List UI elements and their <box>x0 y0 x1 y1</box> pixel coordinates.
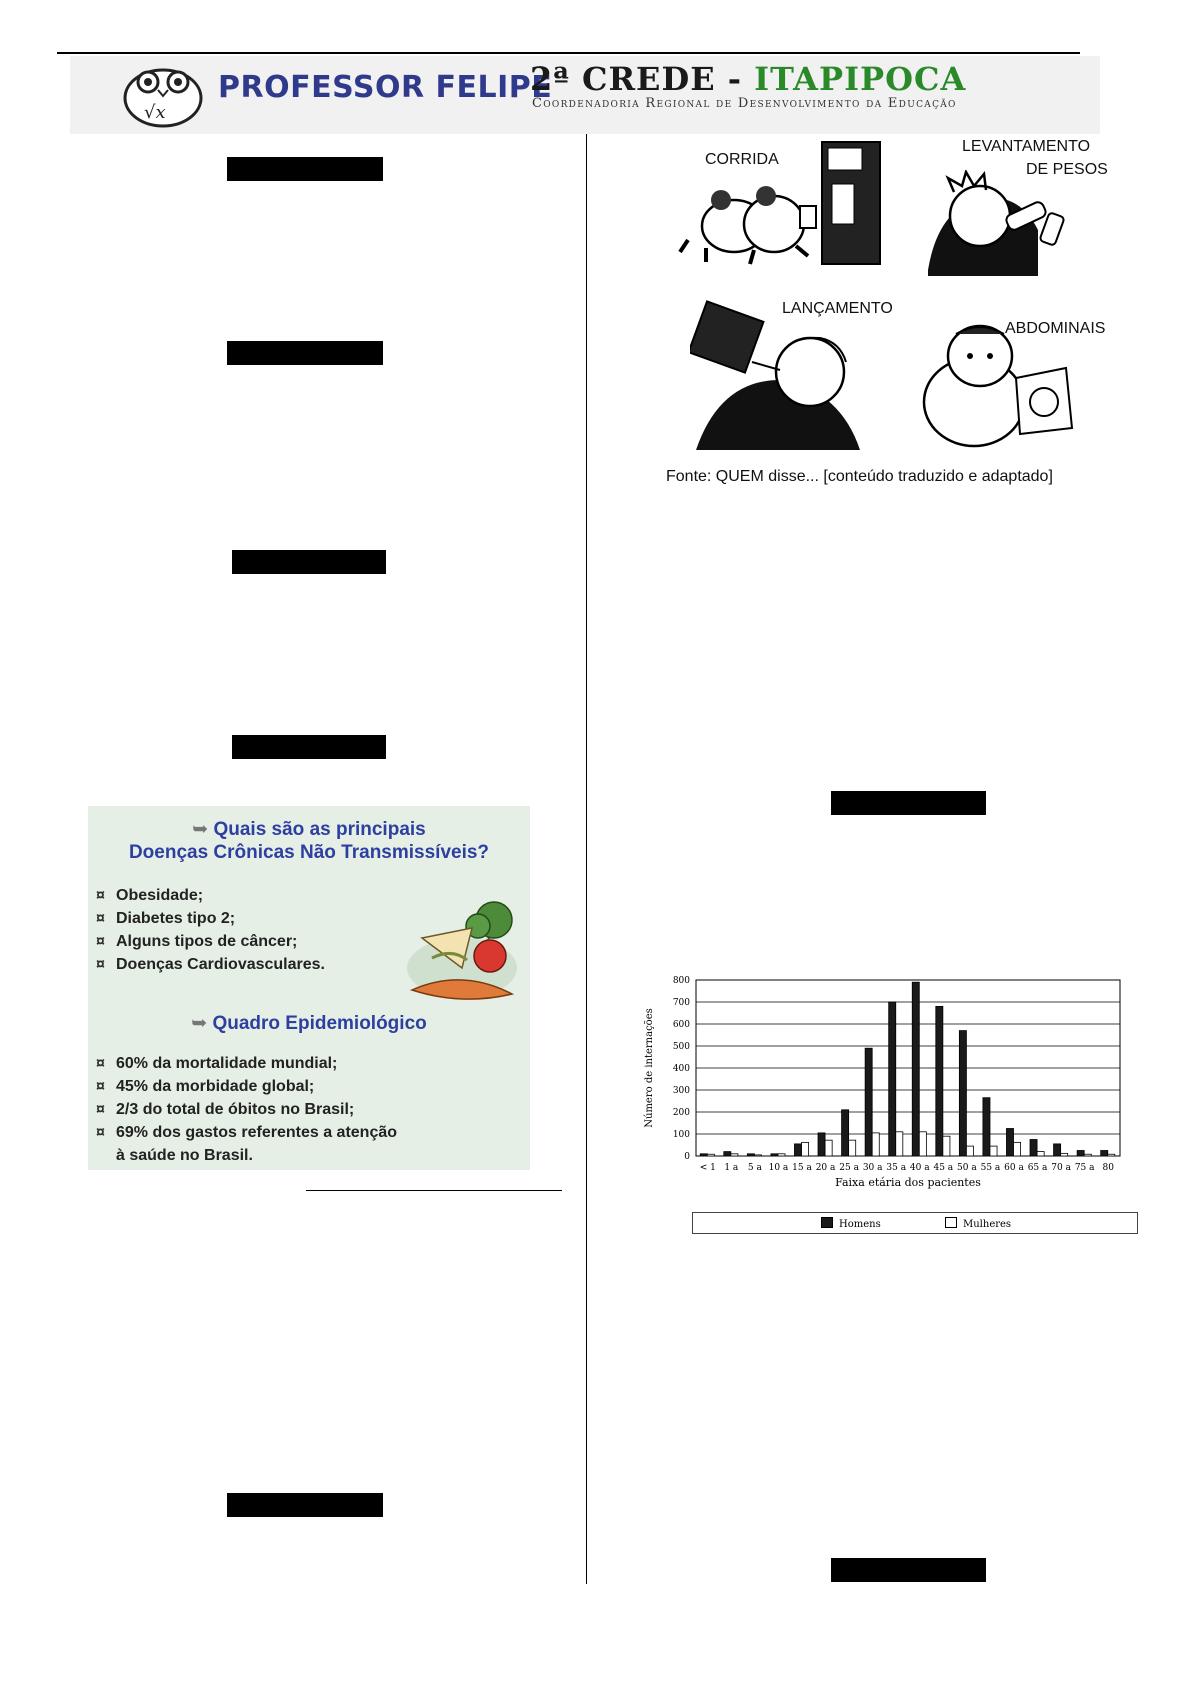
brand-right <box>530 60 966 98</box>
y-axis-label: Número de internações <box>644 1008 655 1128</box>
cartoon-levantamento-icon <box>918 170 1078 280</box>
bar-homens <box>700 1154 707 1156</box>
page-header <box>70 56 1100 134</box>
y-tick-label: 700 <box>672 998 690 1008</box>
y-tick-label: 400 <box>672 1064 690 1074</box>
bullet-icon: ¤ <box>96 887 105 904</box>
y-tick-label: 200 <box>672 1108 690 1118</box>
list-item: ¤ 60% da mortalidade mundial; <box>96 1052 397 1075</box>
y-tick-label: 800 <box>672 976 690 986</box>
bullet-icon: ¤ <box>96 1055 105 1072</box>
bar-mulheres <box>919 1132 926 1156</box>
y-tick-label: 600 <box>672 1020 690 1030</box>
hand-pointer-icon: ➥ <box>191 1013 208 1034</box>
label-lancamento: LANÇAMENTO <box>782 300 893 317</box>
brand-subtitle: Coordenadoria Regional de Desenvolvimento da Educação <box>532 96 957 111</box>
label-levantamento-2: DE PESOS <box>1026 161 1108 178</box>
redaction-bar <box>232 735 386 759</box>
label-corrida: CORRIDA <box>705 151 779 168</box>
bullet-icon: ¤ <box>96 933 105 950</box>
redaction-bar <box>831 791 986 815</box>
x-tick-label: 35 a <box>886 1163 907 1173</box>
list-item: ¤ Diabetes tipo 2; <box>96 907 325 930</box>
hospitalizations-bar-chart <box>640 970 1140 1200</box>
list-item: ¤ 45% da morbidade global; <box>96 1075 397 1098</box>
bar-mulheres <box>1014 1142 1021 1156</box>
list-item: ¤ Obesidade; <box>96 884 325 907</box>
info-title-1-line1: Quais são as principais <box>213 819 426 840</box>
bar-homens <box>936 1006 943 1156</box>
bar-mulheres <box>825 1140 832 1156</box>
redaction-bar <box>227 157 383 181</box>
bullet-icon: ¤ <box>96 1101 105 1118</box>
chart-legend <box>692 1212 1138 1234</box>
top-rule <box>57 52 1080 54</box>
x-tick-label: 45 a <box>933 1163 954 1173</box>
bar-homens <box>1077 1151 1084 1157</box>
x-tick-label: 70 a <box>1051 1163 1071 1173</box>
legend-mulheres: Mulheres <box>945 1217 1011 1230</box>
bar-homens <box>889 1002 896 1156</box>
bar-mulheres <box>1108 1154 1115 1156</box>
redaction-bar <box>232 550 386 574</box>
legend-swatch-mulheres <box>945 1217 957 1228</box>
bar-homens <box>983 1098 990 1156</box>
image-source: Fonte: QUEM disse... [conteúdo traduzido e adaptado] <box>666 468 1053 485</box>
bar-mulheres <box>990 1146 997 1156</box>
bar-mulheres <box>707 1154 714 1156</box>
x-tick-label: 30 a <box>862 1163 883 1173</box>
bullet-icon: ¤ <box>96 1124 105 1141</box>
x-tick-label: 80 <box>1102 1163 1114 1173</box>
x-tick-label: 20 a <box>815 1163 836 1173</box>
y-tick-label: 300 <box>672 1086 690 1096</box>
x-tick-label: 50 a <box>957 1163 977 1173</box>
x-axis-label: Faixa etária dos pacientes <box>835 1176 981 1189</box>
cartoon-abdominais-icon <box>916 322 1082 450</box>
bar-mulheres <box>1084 1154 1091 1156</box>
legend-homens: Homens <box>821 1217 881 1230</box>
bar-mulheres <box>966 1146 973 1156</box>
bar-mulheres <box>802 1142 809 1156</box>
footnote-rule <box>306 1190 562 1191</box>
bar-mulheres <box>896 1132 903 1156</box>
bar-mulheres <box>754 1155 761 1156</box>
x-tick-label: 75 a <box>1074 1163 1095 1173</box>
bullet-icon: ¤ <box>96 910 105 927</box>
list-item: ¤ Doenças Cardiovasculares. <box>96 953 325 976</box>
info-title-1-line2: Doenças Crônicas Não Transmissíveis? <box>128 842 490 863</box>
bar-mulheres <box>1037 1152 1044 1156</box>
bullet-icon: ¤ <box>96 956 105 973</box>
column-divider <box>586 134 587 1584</box>
bar-mulheres <box>1061 1153 1068 1156</box>
y-tick-label: 500 <box>672 1042 690 1052</box>
cartoon-corrida-icon <box>676 134 906 274</box>
bar-homens <box>865 1048 872 1156</box>
logo-text: √x <box>144 102 166 123</box>
bullet-icon: ¤ <box>96 1078 105 1095</box>
bar-homens <box>1054 1144 1061 1156</box>
bar-homens <box>842 1110 849 1156</box>
bar-mulheres <box>849 1140 856 1156</box>
bar-homens <box>724 1152 731 1156</box>
list-item: ¤ 2/3 do total de óbitos no Brasil; <box>96 1098 397 1121</box>
list-item: ¤ 69% dos gastos referentes a atenção <box>96 1121 397 1144</box>
bar-homens <box>818 1133 825 1156</box>
redaction-bar <box>227 341 383 365</box>
bar-homens <box>912 982 919 1156</box>
bar-mulheres <box>731 1154 738 1156</box>
label-levantamento-1: LEVANTAMENTO <box>962 138 1091 155</box>
y-tick-label: 100 <box>672 1130 690 1140</box>
x-tick-label: 40 a <box>909 1163 930 1173</box>
chronic-disease-info-box <box>88 806 530 1170</box>
redaction-bar <box>227 1493 383 1517</box>
x-tick-label: 10 a <box>768 1163 789 1173</box>
list-item: ¤ Alguns tipos de câncer; <box>96 930 325 953</box>
label-abdominais: ABDOMINAIS <box>1005 320 1106 337</box>
bar-homens <box>747 1154 754 1156</box>
hand-pointer-icon: ➥ <box>192 819 209 840</box>
vegetables-illustration-icon <box>402 898 524 1008</box>
bar-homens <box>1030 1140 1037 1157</box>
x-tick-label: 5 a <box>747 1163 762 1173</box>
brand-right-city: ITAPIPOCA <box>754 60 967 98</box>
bar-homens <box>771 1154 778 1156</box>
x-tick-label: 65 a <box>1027 1163 1048 1173</box>
list-item: à saúde no Brasil. <box>116 1147 253 1164</box>
y-tick-label: 0 <box>684 1152 690 1162</box>
disease-list <box>96 884 325 976</box>
bar-homens <box>1101 1151 1108 1157</box>
bar-homens <box>959 1031 966 1156</box>
x-tick-label: 55 a <box>980 1163 1001 1173</box>
x-tick-label: < 1 <box>699 1163 716 1173</box>
bar-homens <box>794 1144 801 1156</box>
owl-logo-icon <box>118 60 208 130</box>
info-title-2: ➥ Quadro Epidemiológico <box>191 1013 427 1034</box>
x-tick-label: 1 a <box>724 1163 739 1173</box>
legend-swatch-homens <box>821 1217 833 1228</box>
redaction-bar <box>831 1558 986 1582</box>
x-tick-label: 25 a <box>839 1163 859 1173</box>
x-tick-label: 60 a <box>1004 1163 1024 1173</box>
brand-left: PROFESSOR FELIPE <box>218 70 553 105</box>
x-tick-label: 15 a <box>792 1163 812 1173</box>
info-title-1 <box>88 818 530 841</box>
bar-mulheres <box>943 1136 950 1156</box>
epidemiology-list <box>96 1052 397 1167</box>
bar-mulheres <box>778 1154 785 1156</box>
brand-right-prefix: 2ª CREDE - <box>530 60 755 98</box>
cartoon-lancamento-icon <box>690 300 870 450</box>
bar-mulheres <box>872 1133 879 1156</box>
bar-homens <box>1006 1129 1013 1157</box>
